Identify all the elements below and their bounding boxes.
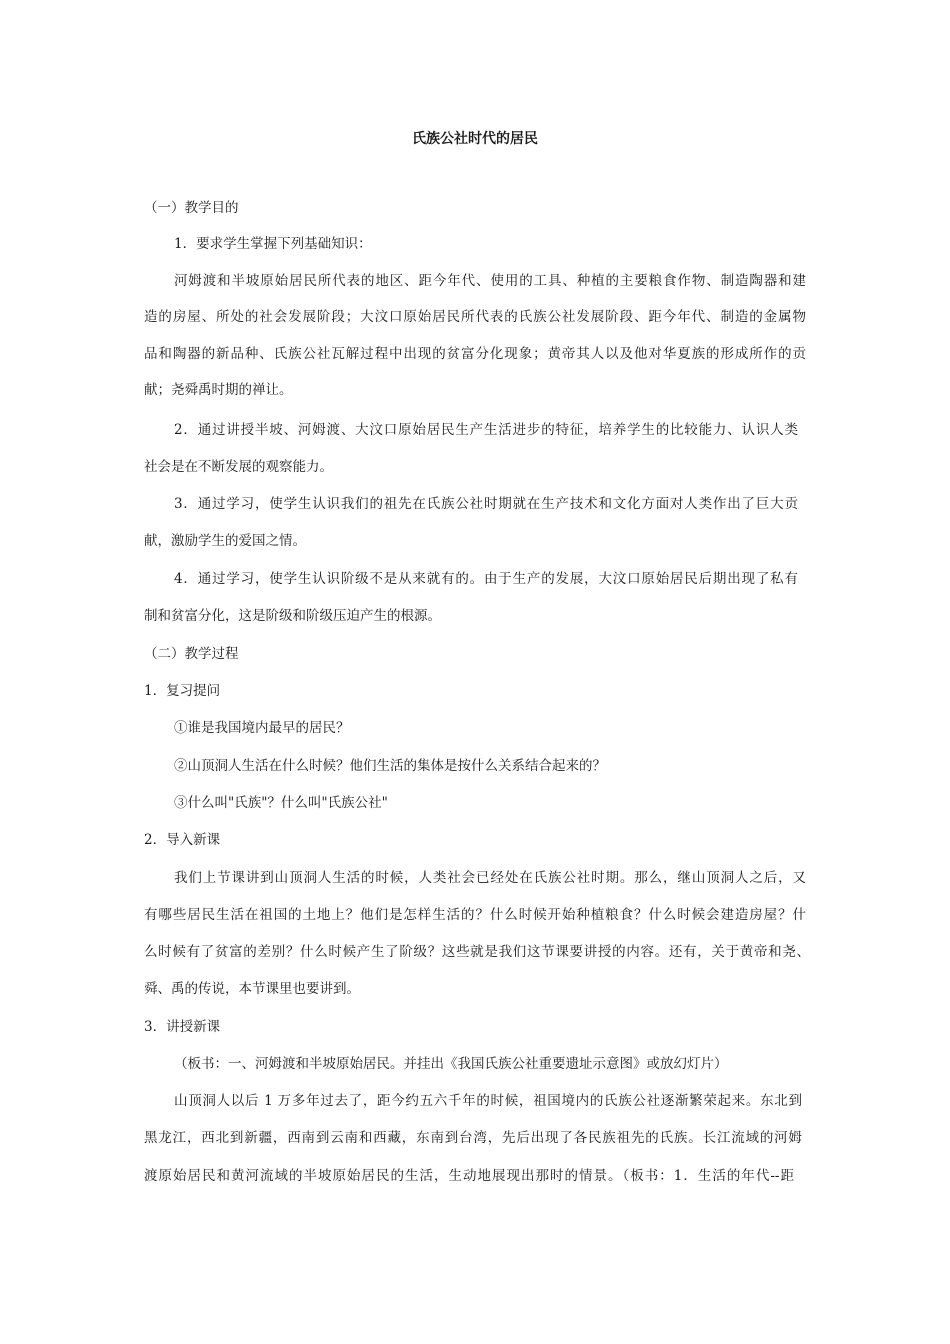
intro-body-line: 么时候有了贫富的差别？什么时候产生了阶级？这些就是我们这节课要讲授的内容。还有，关于黄帝和尧、 xyxy=(144,944,810,960)
item3-line: 献，激励学生的爱国之情。 xyxy=(144,533,306,549)
board-note: （板书：一、河姆渡和半坡原始居民。并挂出《我国氏族公社重要遗址示意图》或放幻灯片） xyxy=(174,1056,728,1072)
page-title: 氏族公社时代的居民 xyxy=(412,131,538,147)
item3-line: 3．通过学习，使学生认识我们的祖先在氏族公社时期就在生产技术和文化方面对人类作出了巨大贡 xyxy=(174,496,798,512)
review-question: ③什么叫"氏族"？什么叫"氏族公社" xyxy=(174,795,388,811)
item2-line: 2．通过讲授半坡、河姆渡、大汶口原始居民生产生活进步的特征，培养学生的比较能力、认识人类 xyxy=(174,422,798,438)
intro-body-line: 有哪些居民生活在祖国的土地上？他们是怎样生活的？什么时候开始种植粮食？什么时候会建造房屋？什 xyxy=(144,907,806,923)
intro-body-line: 我们上节课讲到山顶洞人生活的时候，人类社会已经处在氏族公社时期。那么，继山顶洞人之后，又 xyxy=(174,870,806,886)
review-question: ①谁是我国境内最早的居民？ xyxy=(174,720,350,736)
item1-body-line: 献；尧舜禹时期的禅让。 xyxy=(144,382,293,398)
item1-body-line: 品和陶器的新品种、氏族公社瓦解过程中出现的贫富分化现象；黄帝其人以及他对华夏族的形成所作的贡 xyxy=(144,346,806,362)
section-heading-process: （二）教学过程 xyxy=(144,646,239,662)
review-question: ②山顶洞人生活在什么时候？他们生活的集体是按什么关系结合起来的？ xyxy=(174,758,606,774)
item1-heading: 1．要求学生掌握下列基础知识： xyxy=(174,236,372,252)
lecture-heading: 3．讲授新课 xyxy=(144,1019,221,1035)
item1-body-line: 河姆渡和半坡原始居民所代表的地区、距今年代、使用的工具、种植的主要粮食作物、制造陶器和建 xyxy=(174,273,806,289)
lecture-body-line: 渡原始居民和黄河流域的半坡原始居民的生活，生动地展现出那时的情景。（板书：1．生活的年代--距 xyxy=(144,1168,794,1184)
section-heading-objectives: （一）教学目的 xyxy=(144,200,239,216)
item4-line: 制和贫富分化，这是阶级和阶级压迫产生的根源。 xyxy=(144,608,441,624)
intro-body-line: 舜、禹的传说，本节课里也要讲到。 xyxy=(144,981,360,997)
lecture-body-line: 黑龙江，西北到新疆，西南到云南和西藏，东南到台湾，先后出现了各民族祖先的氏族。长江流域的河姆 xyxy=(144,1130,802,1146)
lecture-body-line: 山顶洞人以后 1 万多年过去了，距今约五六千年的时候，祖国境内的氏族公社逐渐繁荣起来。东北到 xyxy=(174,1093,802,1109)
item1-body-line: 造的房屋、所处的社会发展阶段；大汶口原始居民所代表的氏族公社发展阶段、距今年代、制造的金属物 xyxy=(144,309,806,325)
review-heading: 1．复习提问 xyxy=(144,683,221,699)
intro-heading: 2．导入新课 xyxy=(144,832,221,848)
item4-line: 4．通过学习，使学生认识阶级不是从来就有的。由于生产的发展，大汶口原始居民后期出现了私有 xyxy=(174,571,798,587)
item2-line: 社会是在不断发展的观察能力。 xyxy=(144,459,333,475)
